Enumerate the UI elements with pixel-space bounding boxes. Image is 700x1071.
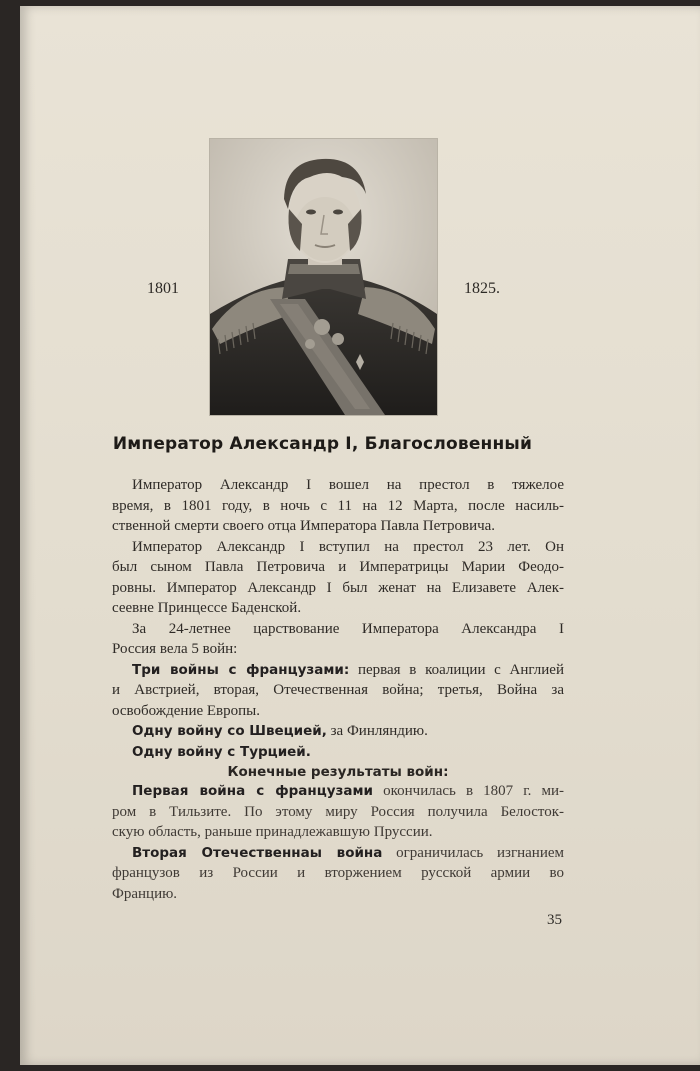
war-sweden-line [112,721,564,742]
text-line: и Австрией, вторая, Отечественная война; третья, Война за [112,682,564,698]
text-line: Император Александр I вступил на престол 23 лет. Он [132,538,564,555]
text-line: французов из России и вторжением русской армии во [112,865,564,881]
text-line: За 24-летнее царствование Императора Александра I [132,620,564,637]
text-line: освобождение Европы. [112,702,260,719]
result-first-war-rest: окончилась в 1807 г. ми- [373,783,564,799]
war-turkey-line [112,742,564,763]
result-first-war-line [112,781,564,802]
reign-start-year: 1801 [147,280,179,297]
text-line: был сыном Павла Петровича и Императрицы Марии Феодо- [112,559,564,575]
paragraph-results [112,781,564,904]
result-second-war-bold: Вторая Отечественнаы война [132,844,383,861]
war-sweden-bold: Одну войну со Швецией, [132,723,327,739]
wars-france-line [112,660,564,681]
result-first-war-bold: Первая война с французами [132,783,374,799]
text-line: Император Александр I вошел на престол в тяжелое [132,477,564,493]
text-line: Россия вела 5 войн: [112,641,238,657]
portrait-illustration [210,139,437,415]
portrait-drawing [210,139,437,415]
text-line: время, в 1801 году, в ночь с 11 на 12 Марта, после насиль- [112,497,564,514]
result-second-war-line [112,843,564,864]
text-line: ственной смерти своего отца Императора Павла Петровича. [112,518,496,534]
page-title: Император Александр I, Благословенный [112,434,533,454]
war-sweden-rest: за Финляндию. [326,723,428,739]
page-number: 35 [547,912,562,928]
wars-france-bold: Три войны с французами: [132,661,350,678]
war-turkey-bold: Одну войну с Турцией. [132,743,311,760]
reign-end-year: 1825. [464,280,500,297]
result-second-war-rest: ограничилась изгнанием [382,844,564,861]
paragraph-accession [112,475,564,762]
wars-france-rest: первая в коалиции с Англией [349,661,564,678]
text-line: Францию. [112,885,178,902]
text-line: ровны. Император Александр I был женат на Елизавете Алек- [112,579,564,596]
text-line: скую область, раньше принадлежавшую Пруссии. [112,824,433,840]
text-line: сеевне Принцессе Баденской. [112,600,302,616]
section-subheading: Конечные результаты войн: [227,764,449,780]
text-line: ром в Тильзите. По этому миру Россия получила Белосток- [112,803,564,820]
